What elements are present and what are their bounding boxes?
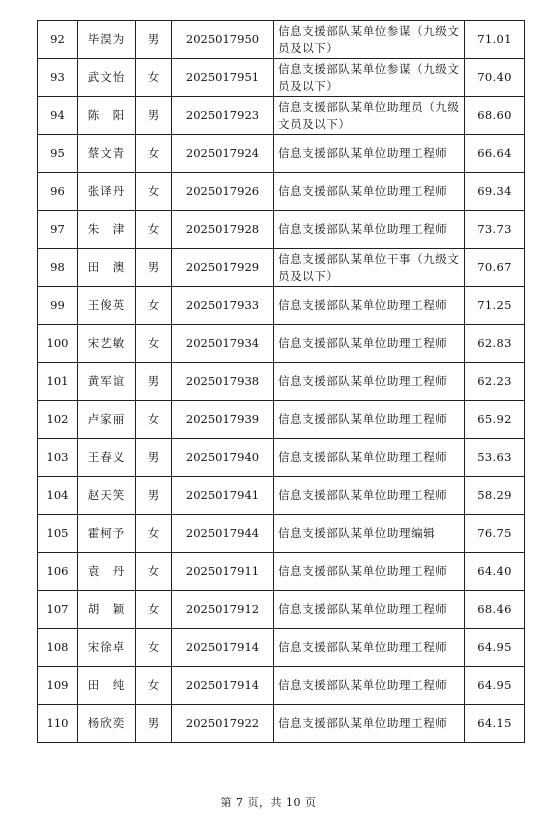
row-number-cell: 95: [38, 135, 78, 173]
row-number-cell: 96: [38, 173, 78, 211]
position-cell: 信息支援部队某单位助理工程师: [274, 477, 465, 515]
candidate-name-cell: 蔡文青: [78, 135, 136, 173]
row-number-cell: 107: [38, 591, 78, 629]
exam-id-cell: 2025017939: [172, 401, 274, 439]
score-cell: 68.60: [465, 97, 525, 135]
score-cell: 73.73: [465, 211, 525, 249]
candidate-name-cell: 杨欣奕: [78, 705, 136, 743]
score-cell: 64.95: [465, 629, 525, 667]
candidate-name-cell: 毕淏为: [78, 21, 136, 59]
row-number-cell: 100: [38, 325, 78, 363]
score-cell: 53.63: [465, 439, 525, 477]
gender-cell: 男: [136, 97, 172, 135]
candidate-name-cell: 王俊英: [78, 287, 136, 325]
gender-cell: 男: [136, 249, 172, 287]
position-cell: 信息支援部队某单位助理工程师: [274, 135, 465, 173]
candidate-name-cell: 赵天笑: [78, 477, 136, 515]
candidate-name-cell: 陈 阳: [78, 97, 136, 135]
exam-id-cell: 2025017934: [172, 325, 274, 363]
table-row: [38, 173, 525, 211]
score-cell: 71.25: [465, 287, 525, 325]
gender-cell: 女: [136, 591, 172, 629]
position-cell: 信息支援部队某单位助理工程师: [274, 211, 465, 249]
table-row: [38, 249, 525, 287]
exam-id-cell: 2025017950: [172, 21, 274, 59]
position-cell: 信息支援部队某单位参谋（九级文员及以下）: [274, 21, 465, 59]
position-cell: 信息支援部队某单位助理工程师: [274, 553, 465, 591]
candidate-name-cell: 胡 颖: [78, 591, 136, 629]
roster-table: [37, 20, 525, 743]
table-row: [38, 97, 525, 135]
row-number-cell: 103: [38, 439, 78, 477]
row-number-cell: 102: [38, 401, 78, 439]
row-number-cell: 97: [38, 211, 78, 249]
exam-id-cell: 2025017924: [172, 135, 274, 173]
candidate-name-cell: 霍柯予: [78, 515, 136, 553]
table-row: [38, 287, 525, 325]
row-number-cell: 98: [38, 249, 78, 287]
candidate-name-cell: 王春义: [78, 439, 136, 477]
row-number-cell: 94: [38, 97, 78, 135]
score-cell: 68.46: [465, 591, 525, 629]
row-number-cell: 93: [38, 59, 78, 97]
row-number-cell: 109: [38, 667, 78, 705]
table-row: [38, 211, 525, 249]
roster-body: [38, 21, 525, 743]
position-cell: 信息支援部队某单位助理工程师: [274, 629, 465, 667]
score-cell: 76.75: [465, 515, 525, 553]
candidate-name-cell: 黄军谊: [78, 363, 136, 401]
table-row: [38, 667, 525, 705]
score-cell: 64.40: [465, 553, 525, 591]
candidate-name-cell: 田 澳: [78, 249, 136, 287]
gender-cell: 女: [136, 515, 172, 553]
score-cell: 70.67: [465, 249, 525, 287]
table-row: [38, 325, 525, 363]
row-number-cell: 101: [38, 363, 78, 401]
exam-id-cell: 2025017951: [172, 59, 274, 97]
gender-cell: 男: [136, 705, 172, 743]
position-cell: 信息支援部队某单位助理工程师: [274, 705, 465, 743]
score-cell: 62.83: [465, 325, 525, 363]
position-cell: 信息支援部队某单位参谋（九级文员及以下）: [274, 59, 465, 97]
table-row: [38, 59, 525, 97]
exam-id-cell: 2025017914: [172, 667, 274, 705]
score-cell: 64.95: [465, 667, 525, 705]
score-cell: 65.92: [465, 401, 525, 439]
exam-id-cell: 2025017926: [172, 173, 274, 211]
position-cell: 信息支援部队某单位助理员（九级文员及以下）: [274, 97, 465, 135]
exam-id-cell: 2025017929: [172, 249, 274, 287]
position-cell: 信息支援部队某单位助理工程师: [274, 667, 465, 705]
position-cell: 信息支援部队某单位助理工程师: [274, 439, 465, 477]
gender-cell: 男: [136, 21, 172, 59]
gender-cell: 女: [136, 401, 172, 439]
position-cell: 信息支援部队某单位助理工程师: [274, 325, 465, 363]
score-cell: 66.64: [465, 135, 525, 173]
exam-id-cell: 2025017938: [172, 363, 274, 401]
exam-id-cell: 2025017933: [172, 287, 274, 325]
row-number-cell: 99: [38, 287, 78, 325]
row-number-cell: 106: [38, 553, 78, 591]
row-number-cell: 108: [38, 629, 78, 667]
position-cell: 信息支援部队某单位助理工程师: [274, 363, 465, 401]
table-row: [38, 553, 525, 591]
gender-cell: 女: [136, 211, 172, 249]
exam-id-cell: 2025017941: [172, 477, 274, 515]
exam-id-cell: 2025017922: [172, 705, 274, 743]
exam-id-cell: 2025017923: [172, 97, 274, 135]
page-footer: 第 7 页，共 10 页: [220, 796, 317, 809]
row-number-cell: 92: [38, 21, 78, 59]
candidate-name-cell: 宋徐卓: [78, 629, 136, 667]
gender-cell: 女: [136, 325, 172, 363]
position-cell: 信息支援部队某单位助理工程师: [274, 287, 465, 325]
position-cell: 信息支援部队某单位助理编辑: [274, 515, 465, 553]
score-cell: 71.01: [465, 21, 525, 59]
position-cell: 信息支援部队某单位助理工程师: [274, 173, 465, 211]
row-number-cell: 104: [38, 477, 78, 515]
position-cell: 信息支援部队某单位助理工程师: [274, 591, 465, 629]
exam-id-cell: 2025017912: [172, 591, 274, 629]
table-row: [38, 21, 525, 59]
candidate-name-cell: 宋艺敏: [78, 325, 136, 363]
exam-id-cell: 2025017944: [172, 515, 274, 553]
table-row: [38, 591, 525, 629]
row-number-cell: 105: [38, 515, 78, 553]
gender-cell: 男: [136, 439, 172, 477]
gender-cell: 男: [136, 363, 172, 401]
exam-id-cell: 2025017928: [172, 211, 274, 249]
gender-cell: 女: [136, 135, 172, 173]
candidate-name-cell: 武文怡: [78, 59, 136, 97]
table-row: [38, 135, 525, 173]
table-row: [38, 363, 525, 401]
table-row: [38, 401, 525, 439]
score-cell: 58.29: [465, 477, 525, 515]
candidate-name-cell: 朱 津: [78, 211, 136, 249]
gender-cell: 女: [136, 173, 172, 211]
row-number-cell: 110: [38, 705, 78, 743]
position-cell: 信息支援部队某单位干事（九级文员及以下）: [274, 249, 465, 287]
gender-cell: 女: [136, 59, 172, 97]
score-cell: 62.23: [465, 363, 525, 401]
position-cell: 信息支援部队某单位助理工程师: [274, 401, 465, 439]
candidate-name-cell: 田 纯: [78, 667, 136, 705]
gender-cell: 女: [136, 287, 172, 325]
table-row: [38, 477, 525, 515]
score-cell: 70.40: [465, 59, 525, 97]
gender-cell: 男: [136, 477, 172, 515]
exam-id-cell: 2025017940: [172, 439, 274, 477]
score-cell: 64.15: [465, 705, 525, 743]
table-row: [38, 629, 525, 667]
table-row: [38, 705, 525, 743]
table-row: [38, 439, 525, 477]
table-row: [38, 515, 525, 553]
gender-cell: 女: [136, 629, 172, 667]
exam-id-cell: 2025017911: [172, 553, 274, 591]
candidate-name-cell: 卢家丽: [78, 401, 136, 439]
score-cell: 69.34: [465, 173, 525, 211]
candidate-name-cell: 张译丹: [78, 173, 136, 211]
candidate-name-cell: 袁 丹: [78, 553, 136, 591]
gender-cell: 女: [136, 553, 172, 591]
exam-id-cell: 2025017914: [172, 629, 274, 667]
gender-cell: 女: [136, 667, 172, 705]
